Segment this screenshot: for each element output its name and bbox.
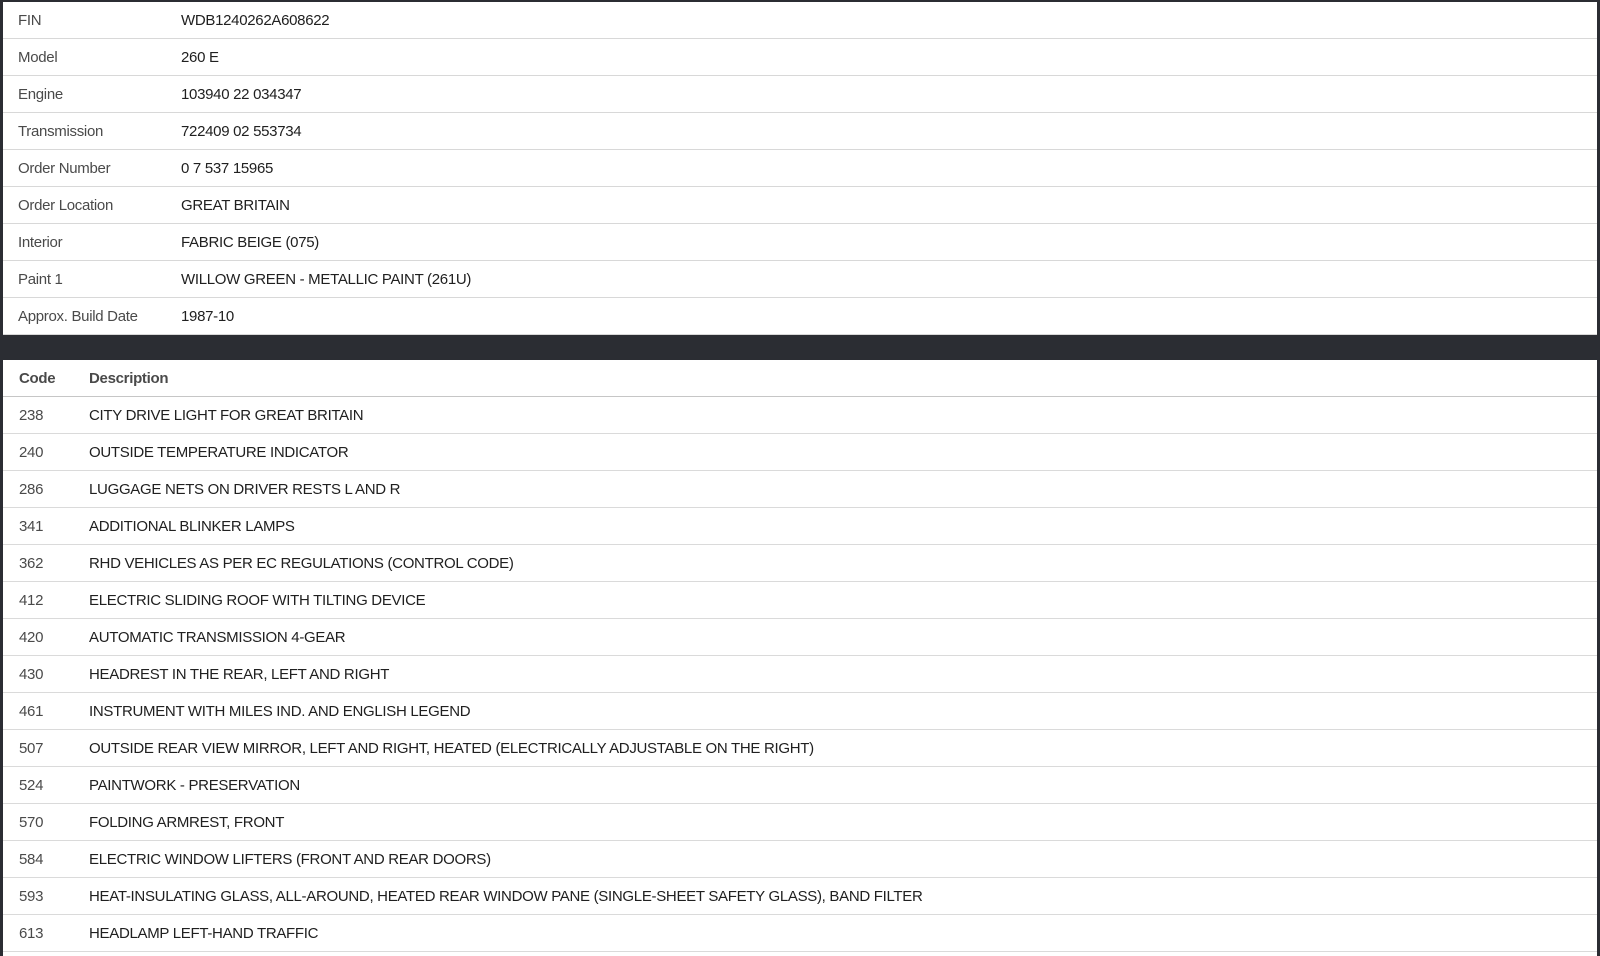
- field-value: FABRIC BEIGE (075): [181, 233, 319, 251]
- option-row: [3, 619, 1597, 656]
- option-row: [3, 508, 1597, 545]
- section-divider: [3, 335, 1597, 360]
- option-description: HEADLAMP LEFT-HAND TRAFFIC: [89, 924, 319, 942]
- vehicle-info-row-build-date: [3, 298, 1597, 335]
- field-label: Transmission: [18, 122, 104, 140]
- field-value: 103940 22 034347: [181, 85, 302, 103]
- option-row: [3, 730, 1597, 767]
- vehicle-info-row-interior: [3, 224, 1597, 261]
- option-code: 584: [19, 850, 44, 868]
- option-description: OUTSIDE TEMPERATURE INDICATOR: [89, 443, 349, 461]
- field-label: FIN: [18, 11, 42, 29]
- option-row: [3, 841, 1597, 878]
- option-code: 524: [19, 776, 44, 794]
- option-codes-table: [3, 360, 1597, 956]
- option-row: [3, 693, 1597, 730]
- option-row: [3, 656, 1597, 693]
- option-description: HEAT-INSULATING GLASS, ALL-AROUND, HEATED REAR WINDOW PANE (SINGLE-SHEET SAFETY GLASS), BAND FILTER: [89, 887, 923, 905]
- field-label: Model: [18, 48, 58, 66]
- field-value: WILLOW GREEN - METALLIC PAINT (261U): [181, 270, 472, 288]
- vehicle-info-table: [3, 2, 1597, 335]
- vehicle-info-row-transmission: [3, 113, 1597, 150]
- option-code: 461: [19, 702, 44, 720]
- option-row: [3, 804, 1597, 841]
- option-row: [3, 471, 1597, 508]
- option-code: 420: [19, 628, 44, 646]
- option-row: [3, 767, 1597, 804]
- vehicle-info-row-model: [3, 39, 1597, 76]
- option-row: [3, 915, 1597, 952]
- option-row: [3, 878, 1597, 915]
- field-value: 0 7 537 15965: [181, 159, 274, 177]
- option-code: 341: [19, 517, 44, 535]
- vehicle-info-row-order-number: [3, 150, 1597, 187]
- field-label: Order Location: [18, 196, 114, 214]
- option-row: [3, 434, 1597, 471]
- option-description: PAINTWORK - PRESERVATION: [89, 776, 300, 794]
- option-description: LUGGAGE NETS ON DRIVER RESTS L AND R: [89, 480, 401, 498]
- option-description: ADDITIONAL BLINKER LAMPS: [89, 517, 295, 535]
- option-description: ELECTRIC WINDOW LIFTERS (FRONT AND REAR DOORS): [89, 850, 491, 868]
- option-description: AUTOMATIC TRANSMISSION 4-GEAR: [89, 628, 346, 646]
- option-description: INSTRUMENT WITH MILES IND. AND ENGLISH LEGEND: [89, 702, 471, 720]
- option-description: OUTSIDE REAR VIEW MIRROR, LEFT AND RIGHT, HEATED (ELECTRICALLY ADJUSTABLE ON THE RIGHT): [89, 739, 814, 757]
- field-label: Engine: [18, 85, 63, 103]
- option-description: CITY DRIVE LIGHT FOR GREAT BRITAIN: [89, 406, 364, 424]
- code-column-header: Code: [19, 369, 56, 387]
- description-column-header: Description: [89, 369, 169, 387]
- option-code: 430: [19, 665, 44, 683]
- option-description: ELECTRIC SLIDING ROOF WITH TILTING DEVICE: [89, 591, 426, 609]
- field-label: Approx. Build Date: [18, 307, 138, 325]
- option-code: 570: [19, 813, 44, 831]
- field-label: Order Number: [18, 159, 111, 177]
- option-code: 286: [19, 480, 44, 498]
- vehicle-info-row-engine: [3, 76, 1597, 113]
- option-description: FOLDING ARMREST, FRONT: [89, 813, 285, 831]
- option-description: RHD VEHICLES AS PER EC REGULATIONS (CONTROL CODE): [89, 554, 514, 572]
- field-value: 260 E: [181, 48, 219, 66]
- option-code: 613: [19, 924, 44, 942]
- option-code: 593: [19, 887, 44, 905]
- option-row: [3, 582, 1597, 619]
- field-value: 722409 02 553734: [181, 122, 302, 140]
- options-table-header: [3, 360, 1597, 397]
- field-label: Interior: [18, 233, 63, 251]
- option-code: 412: [19, 591, 44, 609]
- field-label: Paint 1: [18, 270, 63, 288]
- field-value: GREAT BRITAIN: [181, 196, 290, 214]
- vehicle-info-row-fin: [3, 2, 1597, 39]
- field-value: 1987-10: [181, 307, 234, 325]
- option-code: 507: [19, 739, 44, 757]
- option-code: 238: [19, 406, 44, 424]
- vehicle-info-row-paint: [3, 261, 1597, 298]
- option-description: HEADREST IN THE REAR, LEFT AND RIGHT: [89, 665, 390, 683]
- option-code: 240: [19, 443, 44, 461]
- option-row: [3, 397, 1597, 434]
- field-value: WDB1240262A608622: [181, 11, 330, 29]
- option-code: 362: [19, 554, 44, 572]
- option-row: [3, 545, 1597, 582]
- vehicle-info-row-order-location: [3, 187, 1597, 224]
